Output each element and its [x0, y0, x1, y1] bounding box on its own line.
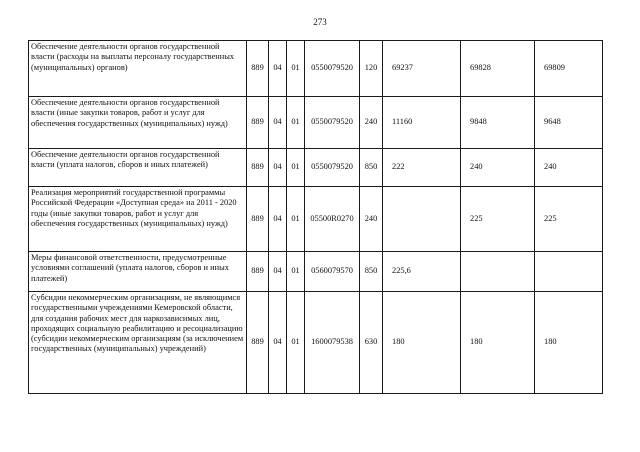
amount-year-2: 69828: [461, 41, 535, 97]
amount-year-3: 240: [535, 149, 603, 187]
target-article-code: 1600079538: [305, 292, 360, 394]
table-row: [29, 41, 603, 97]
table-row: [29, 252, 603, 292]
expense-type-code: 850: [360, 252, 383, 292]
subsection-code: 01: [287, 187, 305, 252]
amount-year-3: 69809: [535, 41, 603, 97]
target-article-code: 0550079520: [305, 41, 360, 97]
amount-year-2: [461, 252, 535, 292]
amount-year-2: 225: [461, 187, 535, 252]
amount-year-3: 180: [535, 292, 603, 394]
row-description: Реализация мероприятий государственной программы Российской Федерации «Доступная среда» на 2011 - 2020 годы (иные закупки товаров, работ и услуг для обеспечения государственных (муниципальных) нужд): [29, 187, 247, 252]
ministry-code: 889: [247, 97, 269, 149]
subsection-code: 01: [287, 41, 305, 97]
section-code: 04: [269, 149, 287, 187]
target-article-code: 0550079520: [305, 97, 360, 149]
amount-year-1: 222: [383, 149, 461, 187]
table-row: [29, 97, 603, 149]
amount-year-3: [535, 252, 603, 292]
amount-year-1: 69237: [383, 41, 461, 97]
page-number: 273: [313, 17, 327, 27]
amount-year-1: [383, 187, 461, 252]
target-article-code: 0560079570: [305, 252, 360, 292]
amount-year-2: 180: [461, 292, 535, 394]
section-code: 04: [269, 292, 287, 394]
section-code: 04: [269, 252, 287, 292]
expense-type-code: 120: [360, 41, 383, 97]
row-description: Обеспечение деятельности органов государственной власти (иные закупки товаров, работ и услуг для обеспечения государственных (муниципальных) нужд): [29, 97, 247, 149]
amount-year-2: 9848: [461, 97, 535, 149]
table-row: [29, 292, 603, 394]
row-description: Субсидии некоммерческим организациям, не являющимся государственными учреждениями Кемеровской области, для создания рабочих мест для наркозависимых лиц, проходящих социальную реабилитацию и ресоциализацию (субсидии некоммерческим организациям (за исключением государственных (муниципальных) учреждений): [29, 292, 247, 394]
amount-year-1: 225,6: [383, 252, 461, 292]
ministry-code: 889: [247, 149, 269, 187]
table-row: [29, 187, 603, 252]
amount-year-1: 180: [383, 292, 461, 394]
subsection-code: 01: [287, 292, 305, 394]
amount-year-3: 9648: [535, 97, 603, 149]
ministry-code: 889: [247, 187, 269, 252]
row-description: Меры финансовой ответственности, предусмотренные условиями соглашений (уплата налогов, сборов и иных платежей): [29, 252, 247, 292]
ministry-code: 889: [247, 252, 269, 292]
budget-table: [28, 40, 603, 394]
amount-year-2: 240: [461, 149, 535, 187]
ministry-code: 889: [247, 41, 269, 97]
subsection-code: 01: [287, 149, 305, 187]
amount-year-1: 11160: [383, 97, 461, 149]
target-article-code: 0550079520: [305, 149, 360, 187]
row-description: Обеспечение деятельности органов государственной власти (уплата налогов, сборов и иных платежей): [29, 149, 247, 187]
expense-type-code: 240: [360, 97, 383, 149]
expense-type-code: 630: [360, 292, 383, 394]
table-row: [29, 149, 603, 187]
row-description: Обеспечение деятельности органов государственной власти (расходы на выплаты персоналу государственных (муниципальных) органов): [29, 41, 247, 97]
target-article-code: 05500R0270: [305, 187, 360, 252]
subsection-code: 01: [287, 97, 305, 149]
amount-year-3: 225: [535, 187, 603, 252]
expense-type-code: 850: [360, 149, 383, 187]
section-code: 04: [269, 97, 287, 149]
section-code: 04: [269, 187, 287, 252]
section-code: 04: [269, 41, 287, 97]
ministry-code: 889: [247, 292, 269, 394]
subsection-code: 01: [287, 252, 305, 292]
expense-type-code: 240: [360, 187, 383, 252]
